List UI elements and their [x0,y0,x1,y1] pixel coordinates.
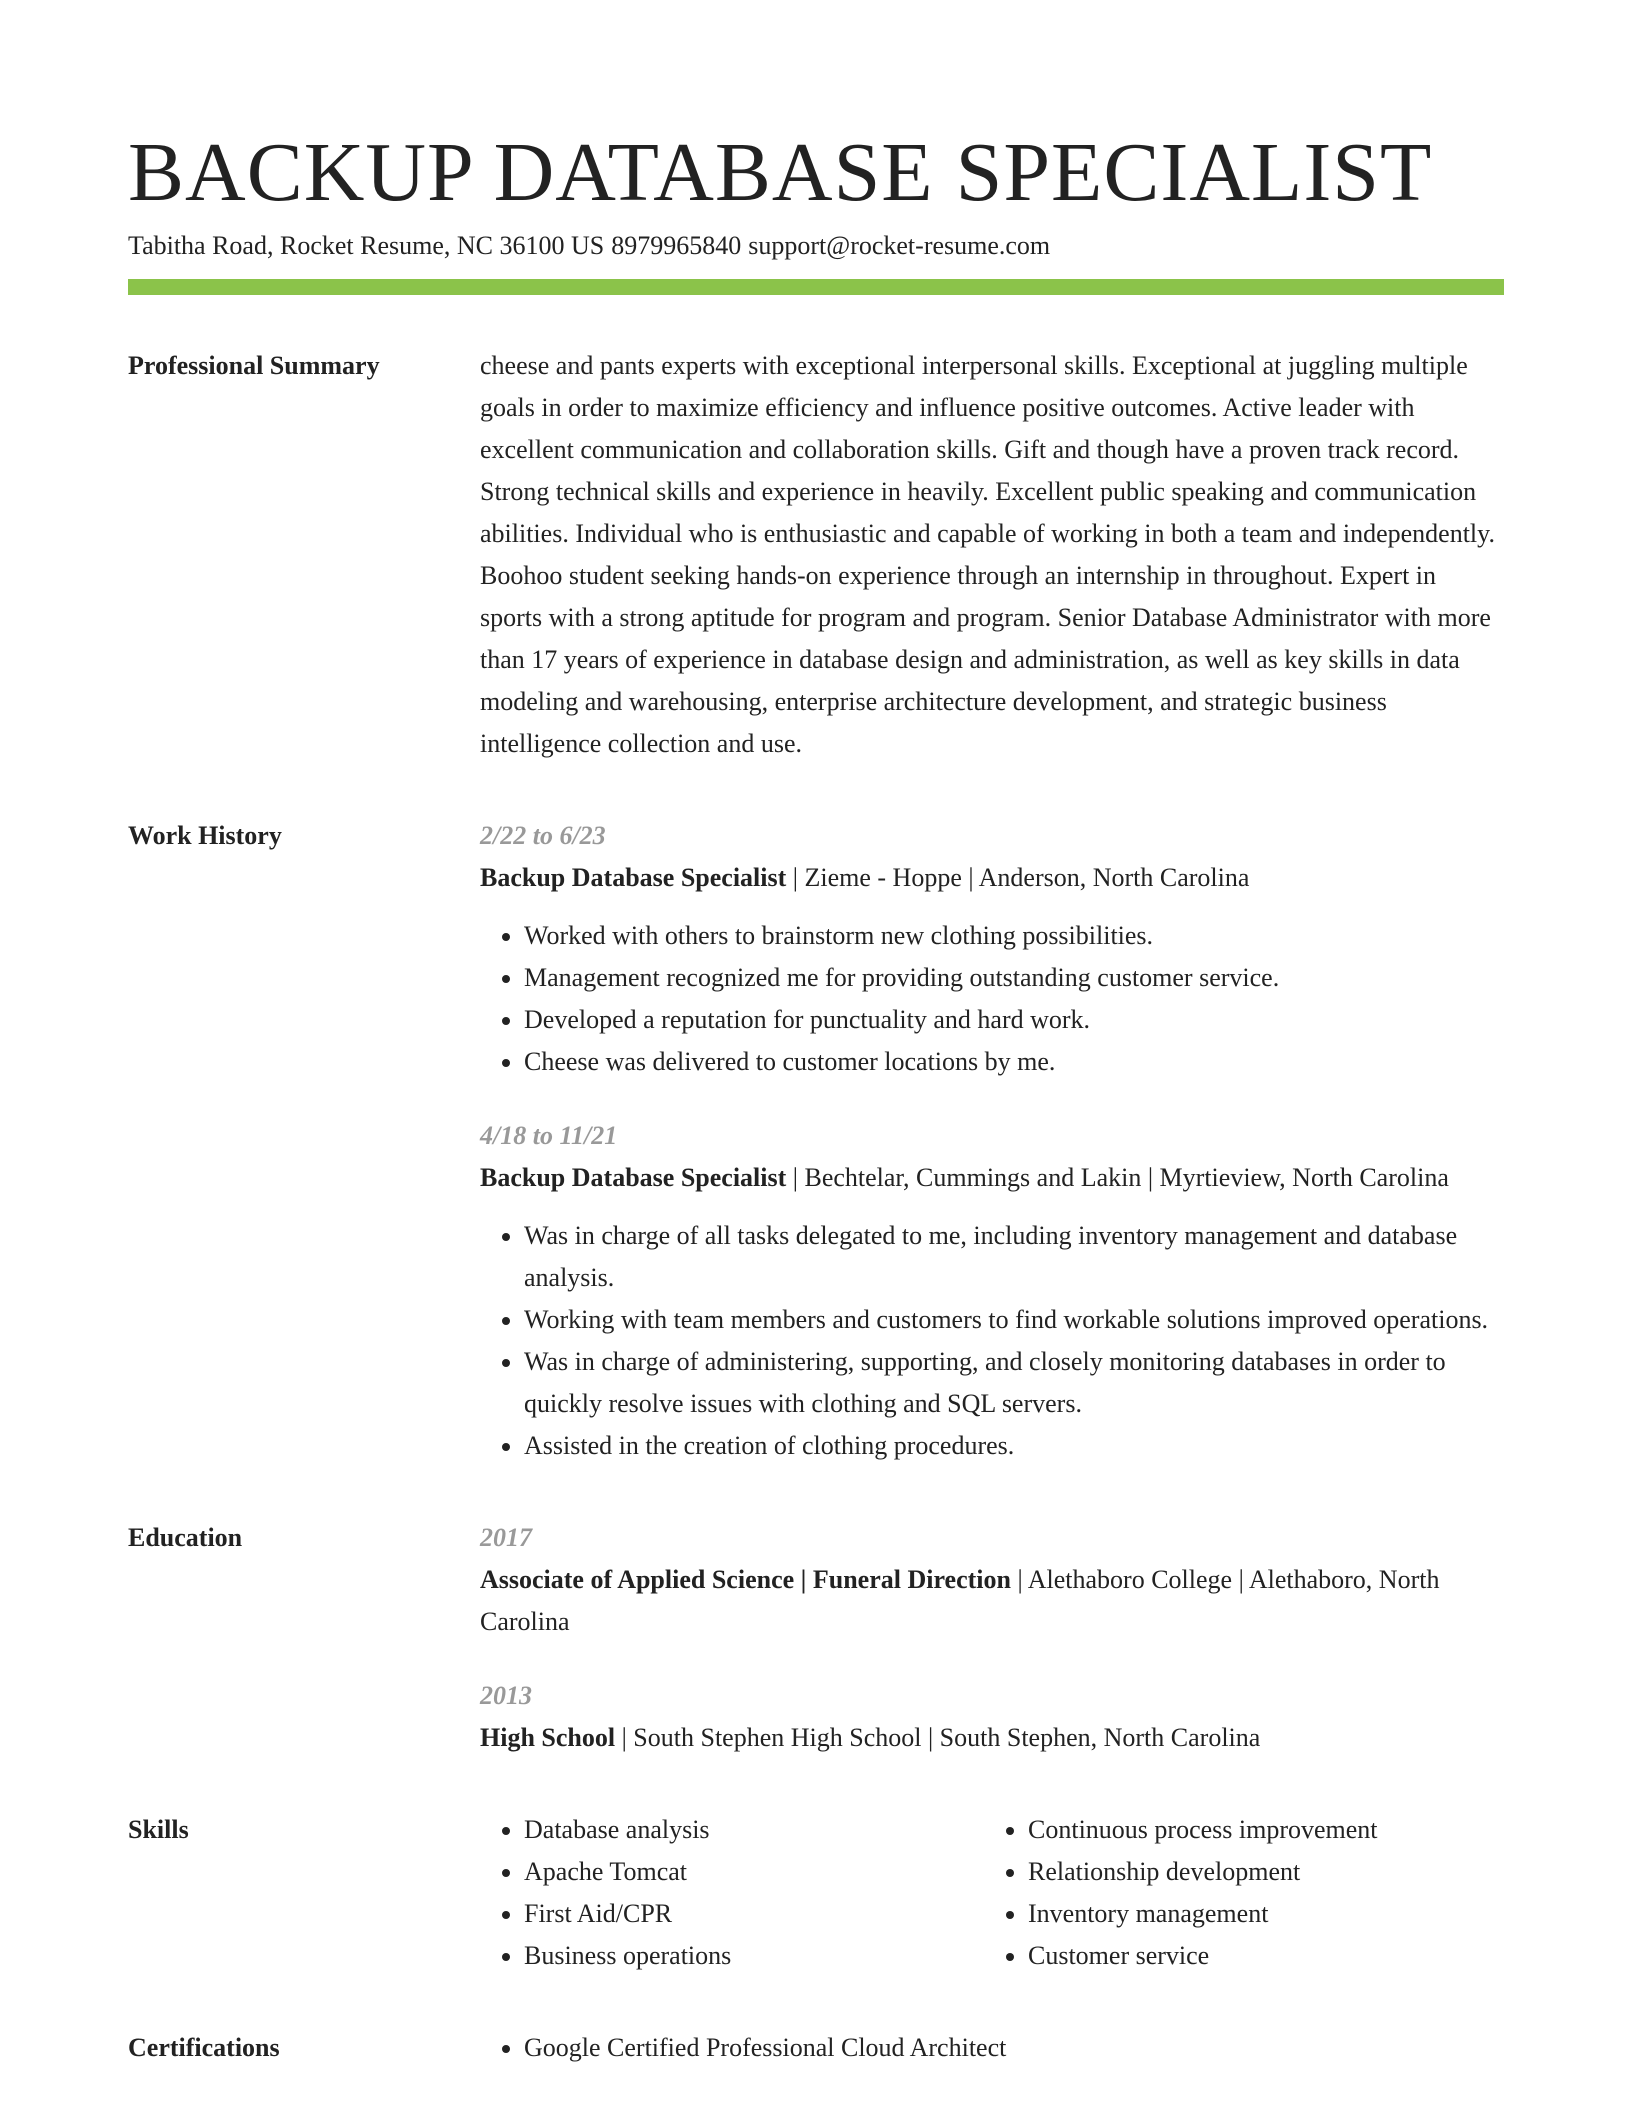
education-details: | South Stephen High School | South Stephen, North Carolina [615,1723,1261,1752]
work-history-section [128,815,1504,1467]
section-title-education: Education [128,1523,243,1552]
skills-section [128,1809,1504,1977]
contact-address: Tabitha Road, Rocket Resume, NC 36100 US [128,231,605,260]
skills-list-left [480,1809,984,1977]
education-degree: Associate of Applied Science | Funeral Direction [480,1565,1011,1594]
job-bullet: • Worked with others to brainstorm new clothing possibilities. [524,915,1504,957]
education-year: 2013 [480,1681,532,1710]
summary-section [128,345,1504,765]
job-entry [480,815,1504,1083]
resume-page [128,118,1504,2069]
education-details: | Alethaboro College | Alethaboro, North Carolina [480,1565,1440,1636]
job-bullets [480,915,1504,1083]
certifications-body [480,2027,1504,2069]
contact-email: support@rocket-resume.com [748,231,1051,260]
skill-item: • Database analysis [524,1809,984,1851]
header-divider [128,279,1504,295]
education-entry [480,1675,1504,1759]
skill-item: • Customer service [1028,1935,1378,1977]
contact-phone: 8979965840 [611,231,742,260]
job-title: Backup Database Specialist [480,1163,787,1192]
job-bullet: • Was in charge of all tasks delegated to me, including inventory management and database analysis. [524,1215,1504,1299]
job-title: Backup Database Specialist [480,863,787,892]
skill-item: • Relationship development [1028,1851,1378,1893]
job-heading [480,1157,1504,1199]
skill-item: • Business operations [524,1935,984,1977]
education-entry [480,1517,1504,1643]
section-title-work: Work History [128,821,282,850]
candidate-name: BACKUP DATABASE SPECIALIST [128,126,1433,219]
skills-body [480,1809,1504,1977]
job-bullet: • Assisted in the creation of clothing procedures. [524,1425,1504,1467]
education-degree: High School [480,1723,616,1752]
job-heading [480,857,1504,899]
skills-list-right [984,1809,1378,1977]
job-dates: 4/18 to 11/21 [480,1121,618,1150]
work-history-body [480,815,1504,1467]
skill-item: • Inventory management [1028,1893,1378,1935]
skill-item: • Continuous process improvement [1028,1809,1378,1851]
skill-item: • Apache Tomcat [524,1851,984,1893]
certification-item: • Google Certified Professional Cloud Architect [524,2027,1504,2069]
education-body [480,1517,1504,1759]
certifications-list [480,2027,1504,2069]
job-details: | Zieme - Hoppe | Anderson, North Carolina [786,863,1250,892]
job-bullet: • Management recognized me for providing outstanding customer service. [524,957,1504,999]
education-year: 2017 [480,1523,532,1552]
contact-line [128,228,1504,264]
skills-columns [480,1809,1504,1977]
job-bullet: • Developed a reputation for punctuality and hard work. [524,999,1504,1041]
education-heading [480,1717,1504,1759]
job-dates: 2/22 to 6/23 [480,821,606,850]
job-bullets [480,1215,1504,1467]
job-bullet: • Cheese was delivered to customer locations by me. [524,1041,1504,1083]
education-heading [480,1559,1504,1643]
section-title-certifications: Certifications [128,2033,280,2062]
summary-text: cheese and pants experts with exceptional interpersonal skills. Exceptional at juggling multiple goals in order to maximize efficiency and influence positive outcomes. Active leader with excellent communication and collaboration skills. Gift and though have a proven track record. Strong technical skills and experience in heavily. Excellent public speaking and communication abilities. Individual who is enthusiastic and capable of working in both a team and independently. Boohoo student seeking hands-on experience through an internship in throughout. Expert in sports with a strong aptitude for program and program. Senior Database Administrator with more than 17 years of experience in database design and administration, as well as key skills in data modeling and warehousing, enterprise architecture development, and strategic business intelligence collection and use. [480,351,1495,758]
certifications-section [128,2027,1504,2069]
job-bullet: • Working with team members and customers to find workable solutions improved operations. [524,1299,1504,1341]
skill-item: • First Aid/CPR [524,1893,984,1935]
section-title-skills: Skills [128,1815,189,1844]
job-bullet: • Was in charge of administering, supporting, and closely monitoring databases in order to quickly resolve issues with clothing and SQL servers. [524,1341,1504,1425]
summary-body [480,345,1504,765]
education-section [128,1517,1504,1759]
job-details: | Bechtelar, Cummings and Lakin | Myrtieview, North Carolina [786,1163,1449,1192]
job-entry [480,1115,1504,1467]
section-title-summary: Professional Summary [128,351,380,380]
